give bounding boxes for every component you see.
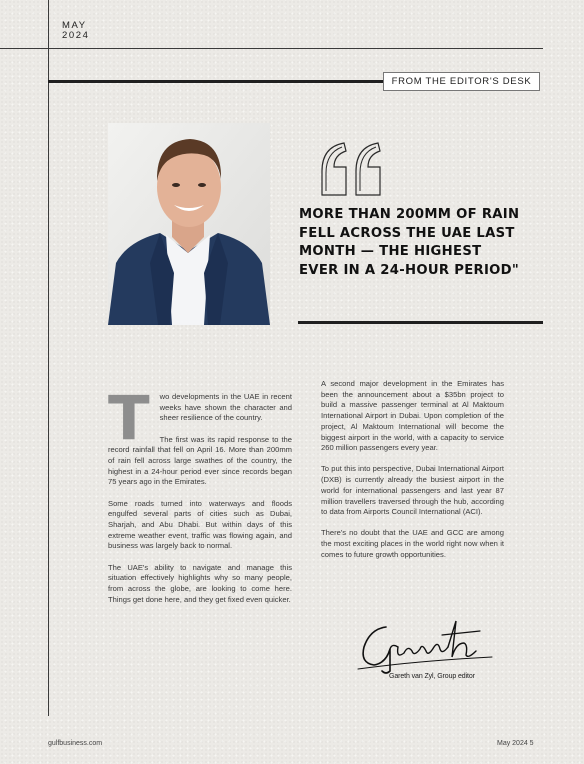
drop-cap: T	[108, 383, 150, 454]
editor-name: Gareth van Zyl, Group editor	[389, 673, 475, 680]
section-label: FROM THE EDITOR'S DESK	[383, 72, 540, 91]
issue-date	[62, 21, 90, 41]
issue-year: 2024	[62, 30, 90, 41]
vertical-margin-rule	[48, 0, 49, 716]
pull-quote: MORE THAN 200MM OF RAIN FELL ACROSS THE UAE LAST MONTH — THE HIGHEST EVER IN A 24-HOUR PERIOD"	[299, 207, 520, 278]
paragraph: Some roads turned into waterways and floods engulfed several parts of cities such as Dubai, Sharjah, and Abu Dhabi. But within days of this extreme weather event, traffic was flowing again, and business was largely back to normal.	[108, 498, 292, 551]
quote-mark-icon	[318, 141, 388, 197]
paragraph: The first was its rapid response to the record rainfall that fell on April 16. More than 200mm of rain fell across large swathes of the country, the highest in a 24-hour period ever since records began 75 years ago in the Emirates.	[108, 434, 292, 487]
paragraph-text: wo developments in the UAE in recent weeks have shown the character and sheer resilience of the country.	[159, 392, 292, 423]
paragraph: To put this into perspective, Dubai International Airport (DXB) is currently already the busiest airport in the world for international passengers and last year 87 million travellers traversed through the hub, according to data from Airports Council International (ACI).	[321, 464, 504, 517]
editor-photo	[108, 123, 270, 325]
footer-website: gulfbusiness.com	[48, 740, 103, 747]
paragraph: The UAE's ability to navigate and manage this situation effectively highlights why so many people, from across the globe, are looking to come here. Things get done here, and they get fixed even quicker.	[108, 562, 292, 604]
paragraph	[108, 383, 292, 454]
issue-month: MAY	[62, 20, 87, 31]
header-rule	[0, 48, 543, 49]
article-column-1	[108, 383, 292, 616]
section-bar	[48, 80, 383, 83]
paragraph: There's no doubt that the UAE and GCC are among the most exciting places in the world right now when it comes to future growth opportunities.	[321, 528, 504, 559]
article-column-2	[321, 379, 504, 571]
footer-page-number: May 2024 5	[497, 740, 534, 747]
pull-quote-rule	[298, 321, 543, 324]
paragraph: A second major development in the Emirates has been the announcement about a $35bn project to build a massive passenger terminal at Al Maktoum International Airport in Dubai. Upon completion of the project, Al Maktoum International will become the biggest airport in the world, with a capacity to service 260 million passengers every year.	[321, 379, 504, 453]
editor-signature	[356, 613, 496, 675]
